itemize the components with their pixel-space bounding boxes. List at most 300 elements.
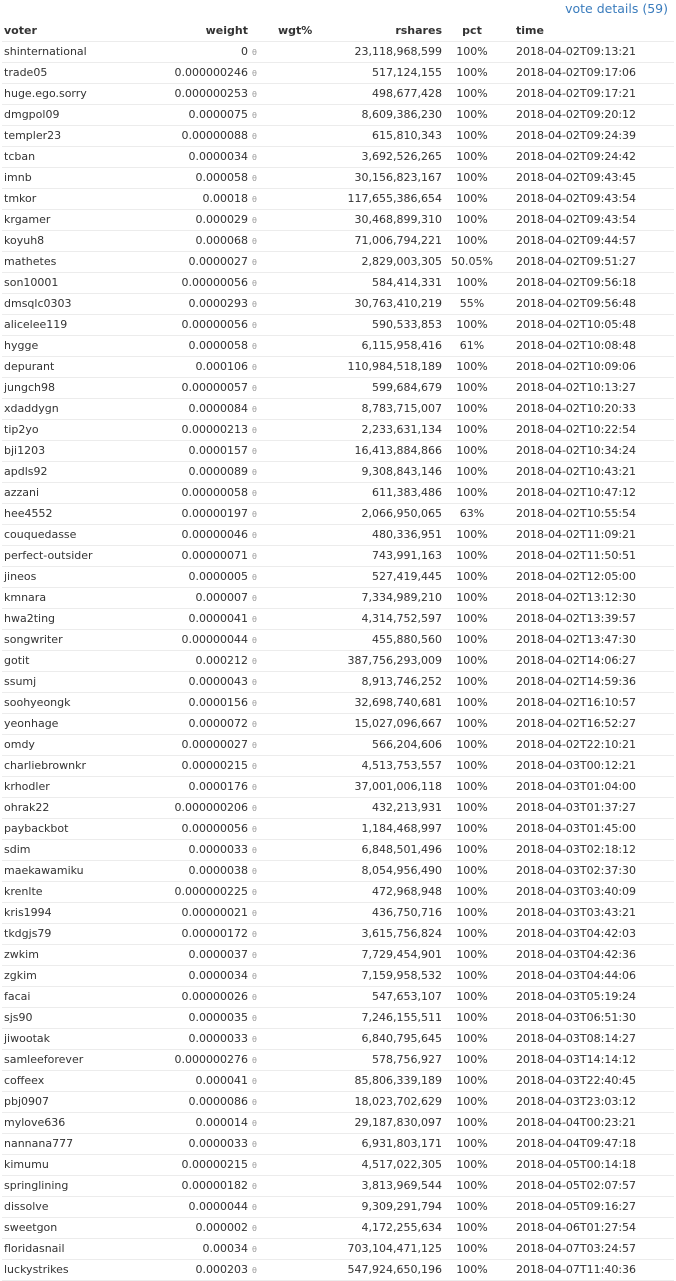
- weight-unit-cell: [248, 1112, 264, 1133]
- vote-details-link[interactable]: vote details (59): [565, 1, 668, 16]
- table-row: [2, 1007, 674, 1028]
- voter-name[interactable]: imnb: [2, 167, 154, 188]
- vote-weight: 0.0000084: [154, 398, 248, 419]
- weight-unit-cell: [248, 41, 264, 62]
- voter-name[interactable]: shinternational: [2, 41, 154, 62]
- vote-pct: 100%: [442, 125, 502, 146]
- table-row: [2, 377, 674, 398]
- vote-rshares: 8,609,386,230: [324, 104, 442, 125]
- table-row: [2, 104, 674, 125]
- vote-weight: 0.0000075: [154, 104, 248, 125]
- voter-name[interactable]: samleeforever: [2, 1049, 154, 1070]
- table-row: [2, 1259, 674, 1280]
- vote-rshares: 3,692,526,265: [324, 146, 442, 167]
- vote-weight: 0.00000071: [154, 545, 248, 566]
- wgt-pct-cell: [264, 83, 324, 104]
- wgt-pct-cell: [264, 923, 324, 944]
- vote-time: 2018-04-02T09:43:54: [502, 209, 674, 230]
- vote-weight: 0.00000057: [154, 377, 248, 398]
- wgt-pct-cell: [264, 944, 324, 965]
- votes-table: [2, 20, 674, 1281]
- vote-pct: 100%: [442, 881, 502, 902]
- vote-pct: 55%: [442, 293, 502, 314]
- voter-name[interactable]: dmgpol09: [2, 104, 154, 125]
- table-row: [2, 356, 674, 377]
- table-row: [2, 1175, 674, 1196]
- vote-pct: 100%: [442, 83, 502, 104]
- voter-name[interactable]: xdaddygn: [2, 398, 154, 419]
- wgt-pct-cell: [264, 965, 324, 986]
- vote-weight: 0.0000033: [154, 1028, 248, 1049]
- voter-name[interactable]: perfect-outsider: [2, 545, 154, 566]
- weight-unit-cell: [248, 839, 264, 860]
- vote-weight: 0.00000197: [154, 503, 248, 524]
- voter-name[interactable]: luckystrikes: [2, 1259, 154, 1280]
- theta-icon: θ: [252, 635, 257, 645]
- vote-time: 2018-04-02T10:22:54: [502, 419, 674, 440]
- vote-time: 2018-04-02T09:24:39: [502, 125, 674, 146]
- theta-icon: θ: [252, 1034, 257, 1044]
- column-header-rshares[interactable]: rshares: [324, 20, 442, 41]
- weight-unit-cell: [248, 755, 264, 776]
- vote-time: 2018-04-03T23:03:12: [502, 1091, 674, 1112]
- vote-rshares: 4,517,022,305: [324, 1154, 442, 1175]
- vote-weight: 0.0000072: [154, 713, 248, 734]
- vote-pct: 100%: [442, 923, 502, 944]
- weight-unit-cell: [248, 776, 264, 797]
- vote-rshares: 37,001,006,118: [324, 776, 442, 797]
- wgt-pct-cell: [264, 734, 324, 755]
- vote-pct: 100%: [442, 62, 502, 83]
- vote-time: 2018-04-02T10:55:54: [502, 503, 674, 524]
- vote-time: 2018-04-06T01:27:54: [502, 1217, 674, 1238]
- vote-time: 2018-04-02T10:08:48: [502, 335, 674, 356]
- vote-rshares: 498,677,428: [324, 83, 442, 104]
- weight-unit-cell: [248, 1091, 264, 1112]
- voter-name[interactable]: bji1203: [2, 440, 154, 461]
- weight-unit-cell: [248, 83, 264, 104]
- vote-time: 2018-04-02T11:09:21: [502, 524, 674, 545]
- wgt-pct-cell: [264, 440, 324, 461]
- voter-name[interactable]: ohrak22: [2, 797, 154, 818]
- vote-time: 2018-04-03T22:40:45: [502, 1070, 674, 1091]
- voter-name[interactable]: ssumj: [2, 671, 154, 692]
- theta-icon: θ: [252, 47, 257, 57]
- vote-pct: 100%: [442, 566, 502, 587]
- vote-weight: 0.0000037: [154, 944, 248, 965]
- theta-icon: θ: [252, 908, 257, 918]
- table-row: [2, 776, 674, 797]
- vote-rshares: 110,984,518,189: [324, 356, 442, 377]
- voter-name[interactable]: apdls92: [2, 461, 154, 482]
- theta-icon: θ: [252, 593, 257, 603]
- theta-icon: θ: [252, 1223, 257, 1233]
- weight-unit-cell: [248, 146, 264, 167]
- theta-icon: θ: [252, 1097, 257, 1107]
- vote-rshares: 480,336,951: [324, 524, 442, 545]
- vote-time: 2018-04-07T11:40:36: [502, 1259, 674, 1280]
- vote-rshares: 23,118,968,599: [324, 41, 442, 62]
- wgt-pct-cell: [264, 230, 324, 251]
- vote-rshares: 6,931,803,171: [324, 1133, 442, 1154]
- weight-unit-cell: [248, 986, 264, 1007]
- theta-icon: θ: [252, 404, 257, 414]
- weight-unit-cell: [248, 629, 264, 650]
- voter-name[interactable]: springlining: [2, 1175, 154, 1196]
- wgt-pct-cell: [264, 1196, 324, 1217]
- voter-name[interactable]: facai: [2, 986, 154, 1007]
- vote-weight: 0.000212: [154, 650, 248, 671]
- vote-weight: 0.0000058: [154, 335, 248, 356]
- vote-rshares: 517,124,155: [324, 62, 442, 83]
- vote-time: 2018-04-03T01:04:00: [502, 776, 674, 797]
- theta-icon: θ: [252, 614, 257, 624]
- table-row: [2, 251, 674, 272]
- wgt-pct-cell: [264, 692, 324, 713]
- voter-name[interactable]: sdim: [2, 839, 154, 860]
- vote-weight: 0.00000182: [154, 1175, 248, 1196]
- voter-name[interactable]: soohyeongk: [2, 692, 154, 713]
- vote-time: 2018-04-02T09:43:45: [502, 167, 674, 188]
- table-row: [2, 230, 674, 251]
- voter-name[interactable]: trade05: [2, 62, 154, 83]
- vote-rshares: 615,810,343: [324, 125, 442, 146]
- voter-name[interactable]: zwkim: [2, 944, 154, 965]
- weight-unit-cell: [248, 1028, 264, 1049]
- voter-name[interactable]: alicelee119: [2, 314, 154, 335]
- wgt-pct-cell: [264, 1217, 324, 1238]
- theta-icon: θ: [252, 971, 257, 981]
- column-header-wgt-pct[interactable]: wgt%: [264, 20, 324, 41]
- weight-unit-cell: [248, 944, 264, 965]
- vote-weight: 0.00000027: [154, 734, 248, 755]
- weight-unit-cell: [248, 293, 264, 314]
- vote-time: 2018-04-02T09:44:57: [502, 230, 674, 251]
- voter-name[interactable]: kris1994: [2, 902, 154, 923]
- vote-weight: 0.00000215: [154, 755, 248, 776]
- table-row: [2, 272, 674, 293]
- vote-time: 2018-04-02T22:10:21: [502, 734, 674, 755]
- voter-name[interactable]: tmkor: [2, 188, 154, 209]
- voter-name[interactable]: koyuh8: [2, 230, 154, 251]
- vote-time: 2018-04-03T00:12:21: [502, 755, 674, 776]
- vote-rshares: 547,653,107: [324, 986, 442, 1007]
- wgt-pct-cell: [264, 566, 324, 587]
- table-row: [2, 965, 674, 986]
- vote-rshares: 6,848,501,496: [324, 839, 442, 860]
- vote-weight: 0.000000206: [154, 797, 248, 818]
- weight-unit-cell: [248, 818, 264, 839]
- weight-unit-cell: [248, 62, 264, 83]
- vote-rshares: 7,334,989,210: [324, 587, 442, 608]
- voter-name[interactable]: tkdgjs79: [2, 923, 154, 944]
- voter-name[interactable]: coffeex: [2, 1070, 154, 1091]
- vote-time: 2018-04-03T01:45:00: [502, 818, 674, 839]
- vote-rshares: 6,115,958,416: [324, 335, 442, 356]
- table-row: [2, 818, 674, 839]
- voter-name[interactable]: krgamer: [2, 209, 154, 230]
- theta-icon: θ: [252, 1118, 257, 1128]
- voter-name[interactable]: kimumu: [2, 1154, 154, 1175]
- theta-icon: θ: [252, 1160, 257, 1170]
- vote-pct: 100%: [442, 146, 502, 167]
- voter-name[interactable]: jiwootak: [2, 1028, 154, 1049]
- voter-name[interactable]: hygge: [2, 335, 154, 356]
- theta-icon: θ: [252, 992, 257, 1002]
- wgt-pct-cell: [264, 545, 324, 566]
- table-row: [2, 587, 674, 608]
- wgt-pct-cell: [264, 482, 324, 503]
- column-header-weight[interactable]: weight: [154, 20, 248, 41]
- theta-icon: θ: [252, 530, 257, 540]
- voter-name[interactable]: hwa2ting: [2, 608, 154, 629]
- vote-rshares: 472,968,948: [324, 881, 442, 902]
- vote-pct: 100%: [442, 524, 502, 545]
- vote-rshares: 4,314,752,597: [324, 608, 442, 629]
- voter-name[interactable]: azzani: [2, 482, 154, 503]
- column-header-voter[interactable]: voter: [2, 20, 154, 41]
- weight-unit-cell: [248, 1049, 264, 1070]
- vote-rshares: 527,419,445: [324, 566, 442, 587]
- vote-time: 2018-04-04T09:47:18: [502, 1133, 674, 1154]
- vote-pct: 100%: [442, 1259, 502, 1280]
- voter-name[interactable]: paybackbot: [2, 818, 154, 839]
- wgt-pct-cell: [264, 881, 324, 902]
- weight-unit-cell: [248, 587, 264, 608]
- wgt-pct-cell: [264, 293, 324, 314]
- weight-unit-cell: [248, 797, 264, 818]
- vote-weight: 0.00000056: [154, 818, 248, 839]
- vote-time: 2018-04-03T03:40:09: [502, 881, 674, 902]
- table-row: [2, 902, 674, 923]
- column-header-weight-unit: [248, 20, 264, 41]
- vote-weight: 0.0000033: [154, 1133, 248, 1154]
- theta-icon: θ: [252, 278, 257, 288]
- weight-unit-cell: [248, 440, 264, 461]
- voter-name[interactable]: tip2yo: [2, 419, 154, 440]
- wgt-pct-cell: [264, 1007, 324, 1028]
- voter-name[interactable]: dissolve: [2, 1196, 154, 1217]
- vote-time: 2018-04-03T02:18:12: [502, 839, 674, 860]
- table-row: [2, 41, 674, 62]
- vote-time: 2018-04-02T09:43:54: [502, 188, 674, 209]
- weight-unit-cell: [248, 566, 264, 587]
- theta-icon: θ: [252, 215, 257, 225]
- vote-pct: 100%: [442, 1091, 502, 1112]
- theta-icon: θ: [252, 740, 257, 750]
- wgt-pct-cell: [264, 314, 324, 335]
- vote-weight: 0.00000044: [154, 629, 248, 650]
- voter-name[interactable]: tcban: [2, 146, 154, 167]
- table-row: [2, 1070, 674, 1091]
- vote-rshares: 8,783,715,007: [324, 398, 442, 419]
- column-header-time[interactable]: time: [502, 20, 674, 41]
- vote-pct: 100%: [442, 587, 502, 608]
- vote-weight: 0.00034: [154, 1238, 248, 1259]
- voter-name[interactable]: floridasnail: [2, 1238, 154, 1259]
- wgt-pct-cell: [264, 461, 324, 482]
- table-row: [2, 419, 674, 440]
- weight-unit-cell: [248, 104, 264, 125]
- vote-time: 2018-04-02T09:17:21: [502, 83, 674, 104]
- wgt-pct-cell: [264, 356, 324, 377]
- vote-time: 2018-04-02T10:20:33: [502, 398, 674, 419]
- theta-icon: θ: [252, 362, 257, 372]
- weight-unit-cell: [248, 314, 264, 335]
- vote-weight: 0.0000044: [154, 1196, 248, 1217]
- voter-name[interactable]: templer23: [2, 125, 154, 146]
- theta-icon: θ: [252, 509, 257, 519]
- table-row: [2, 188, 674, 209]
- voter-name[interactable]: sjs90: [2, 1007, 154, 1028]
- vote-pct: 100%: [442, 797, 502, 818]
- vote-pct: 100%: [442, 419, 502, 440]
- wgt-pct-cell: [264, 62, 324, 83]
- vote-pct: 100%: [442, 1196, 502, 1217]
- weight-unit-cell: [248, 398, 264, 419]
- theta-icon: θ: [252, 320, 257, 330]
- voter-name[interactable]: charliebrownkr: [2, 755, 154, 776]
- vote-time: 2018-04-02T10:09:06: [502, 356, 674, 377]
- vote-pct: 100%: [442, 965, 502, 986]
- vote-time: 2018-04-02T09:51:27: [502, 251, 674, 272]
- voter-name[interactable]: zgkim: [2, 965, 154, 986]
- table-row: [2, 398, 674, 419]
- vote-pct: 100%: [442, 818, 502, 839]
- theta-icon: θ: [252, 950, 257, 960]
- voter-name[interactable]: mylove636: [2, 1112, 154, 1133]
- vote-rshares: 2,829,003,305: [324, 251, 442, 272]
- wgt-pct-cell: [264, 125, 324, 146]
- voter-name[interactable]: jungch98: [2, 377, 154, 398]
- vote-rshares: 30,468,899,310: [324, 209, 442, 230]
- column-header-pct[interactable]: pct: [442, 20, 502, 41]
- voter-name[interactable]: pbj0907: [2, 1091, 154, 1112]
- weight-unit-cell: [248, 671, 264, 692]
- theta-icon: θ: [252, 782, 257, 792]
- voter-name[interactable]: kmnara: [2, 587, 154, 608]
- voter-name[interactable]: songwriter: [2, 629, 154, 650]
- theta-icon: θ: [252, 719, 257, 729]
- vote-pct: 63%: [442, 503, 502, 524]
- voter-name[interactable]: gotit: [2, 650, 154, 671]
- table-row: [2, 713, 674, 734]
- table-row: [2, 146, 674, 167]
- voter-name[interactable]: maekawamiku: [2, 860, 154, 881]
- voter-name[interactable]: couquedasse: [2, 524, 154, 545]
- wgt-pct-cell: [264, 146, 324, 167]
- vote-time: 2018-04-02T16:52:27: [502, 713, 674, 734]
- voter-name[interactable]: son10001: [2, 272, 154, 293]
- vote-pct: 100%: [442, 1217, 502, 1238]
- vote-pct: 100%: [442, 377, 502, 398]
- theta-icon: θ: [252, 572, 257, 582]
- vote-rshares: 9,309,291,794: [324, 1196, 442, 1217]
- vote-pct: 100%: [442, 104, 502, 125]
- vote-weight: 0.000000253: [154, 83, 248, 104]
- voter-name[interactable]: krhodler: [2, 776, 154, 797]
- voter-name[interactable]: hee4552: [2, 503, 154, 524]
- vote-rshares: 547,924,650,196: [324, 1259, 442, 1280]
- table-row: [2, 1028, 674, 1049]
- theta-icon: θ: [252, 1244, 257, 1254]
- table-row: [2, 1217, 674, 1238]
- vote-pct: 100%: [442, 1028, 502, 1049]
- voter-name[interactable]: huge.ego.sorry: [2, 83, 154, 104]
- voter-name[interactable]: omdy: [2, 734, 154, 755]
- vote-time: 2018-04-02T10:05:48: [502, 314, 674, 335]
- wgt-pct-cell: [264, 986, 324, 1007]
- theta-icon: θ: [252, 803, 257, 813]
- vote-pct: 100%: [442, 209, 502, 230]
- theta-icon: θ: [252, 1265, 257, 1275]
- vote-pct: 100%: [442, 398, 502, 419]
- vote-time: 2018-04-03T02:37:30: [502, 860, 674, 881]
- wgt-pct-cell: [264, 629, 324, 650]
- vote-weight: 0.0000156: [154, 692, 248, 713]
- voter-name[interactable]: depurant: [2, 356, 154, 377]
- theta-icon: θ: [252, 68, 257, 78]
- vote-pct: 100%: [442, 860, 502, 881]
- weight-unit-cell: [248, 965, 264, 986]
- theta-icon: θ: [252, 467, 257, 477]
- wgt-pct-cell: [264, 1133, 324, 1154]
- vote-rshares: 18,023,702,629: [324, 1091, 442, 1112]
- voter-name[interactable]: jineos: [2, 566, 154, 587]
- vote-rshares: 578,756,927: [324, 1049, 442, 1070]
- vote-pct: 100%: [442, 461, 502, 482]
- table-row: [2, 671, 674, 692]
- weight-unit-cell: [248, 461, 264, 482]
- table-row: [2, 1154, 674, 1175]
- wgt-pct-cell: [264, 524, 324, 545]
- vote-pct: 100%: [442, 1070, 502, 1091]
- vote-time: 2018-04-03T08:14:27: [502, 1028, 674, 1049]
- table-row: [2, 1238, 674, 1259]
- vote-weight: 0.00018: [154, 188, 248, 209]
- vote-weight: 0.00000056: [154, 272, 248, 293]
- voter-name[interactable]: mathetes: [2, 251, 154, 272]
- theta-icon: θ: [252, 866, 257, 876]
- vote-time: 2018-04-02T14:59:36: [502, 671, 674, 692]
- table-row: [2, 314, 674, 335]
- weight-unit-cell: [248, 209, 264, 230]
- voter-name[interactable]: nannana777: [2, 1133, 154, 1154]
- voter-name[interactable]: yeonhage: [2, 713, 154, 734]
- voter-name[interactable]: dmsqlc0303: [2, 293, 154, 314]
- weight-unit-cell: [248, 230, 264, 251]
- vote-weight: 0.0000176: [154, 776, 248, 797]
- vote-weight: 0.0000089: [154, 461, 248, 482]
- vote-weight: 0.000000246: [154, 62, 248, 83]
- table-row: [2, 167, 674, 188]
- vote-time: 2018-04-02T09:13:21: [502, 41, 674, 62]
- vote-time: 2018-04-03T06:51:30: [502, 1007, 674, 1028]
- vote-time: 2018-04-03T04:44:06: [502, 965, 674, 986]
- vote-weight: 0.00000046: [154, 524, 248, 545]
- vote-pct: 100%: [442, 167, 502, 188]
- vote-weight: 0.0000041: [154, 608, 248, 629]
- theta-icon: θ: [252, 488, 257, 498]
- theta-icon: θ: [252, 131, 257, 141]
- weight-unit-cell: [248, 1154, 264, 1175]
- vote-rshares: 9,308,843,146: [324, 461, 442, 482]
- voter-name[interactable]: krenlte: [2, 881, 154, 902]
- table-row: [2, 524, 674, 545]
- voter-name[interactable]: sweetgon: [2, 1217, 154, 1238]
- theta-icon: θ: [252, 698, 257, 708]
- vote-weight: 0.000041: [154, 1070, 248, 1091]
